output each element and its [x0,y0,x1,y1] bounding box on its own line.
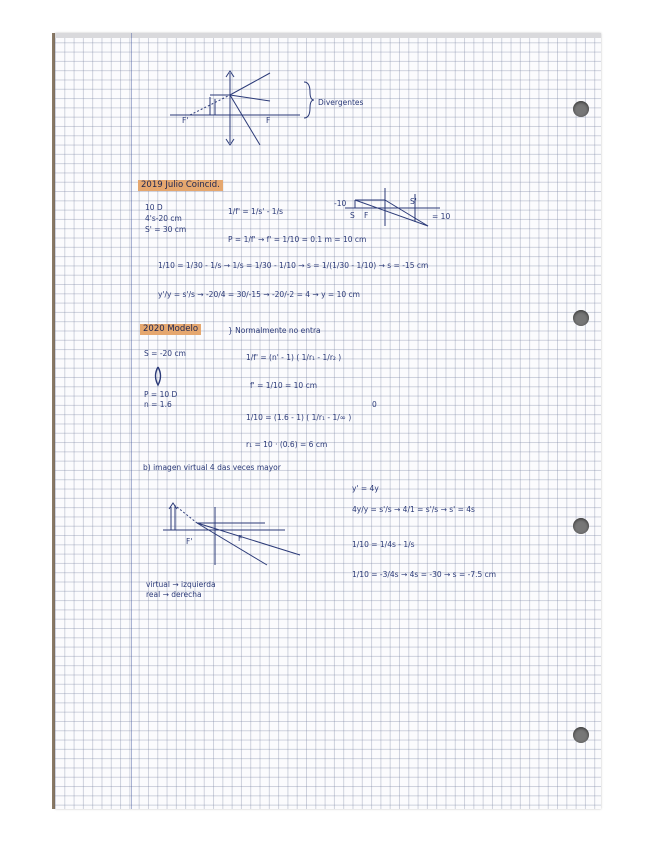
divergentes-label: Divergentes [318,98,364,107]
legend-real: real → derecha [146,590,202,599]
punch-hole [573,310,589,326]
ratio-eq: 4y/y = s'/s → 4/1 = s'/s → s' = 4s [352,505,475,514]
superscript-zero: 0 [372,400,377,409]
punch-hole [573,518,589,534]
lens-equation: 1/f' = 1/s' - 1/s [228,207,284,216]
diagram-left-label: -10 [334,199,347,208]
magnification-eq: y' = 4y [352,484,379,493]
diagram-s-label: S [350,211,355,220]
brace [302,80,314,120]
step-2: 1/10 = 1/30 - 1/s → 1/s = 1/30 - 1/10 → s = 1/(1/30 - 1/10) → s = -15 cm [158,261,429,270]
given-p: P = 10 D [144,390,178,399]
diagram-f-label: F [364,211,369,220]
diagram-sprime-label: S' [410,197,417,206]
section-note: } Normalmente no entra [228,326,321,335]
step-3: y'/y = s'/s → -20/4 = 30/-15 → -20/-2 = 4 → y = 10 cm [158,290,360,299]
lens-eq-b: 1/10 = 1/4s - 1/s [352,540,415,549]
radius-result: r₁ = 10 · (0.6) = 6 cm [246,440,328,449]
part-b-heading: b) imagen virtual 4 das veces mayor [143,463,281,472]
diverging-lens-diagram [160,65,310,155]
focal-label-b: F' [186,537,193,546]
punch-hole [573,727,589,743]
punch-hole [573,101,589,117]
section-title-2019: 2019 Julio Coincid. [138,180,223,191]
focal-label-right: F [266,116,271,125]
section-title-2020: 2020 Modelo [140,324,201,335]
legend-virtual: virtual → izquierda [146,580,216,589]
lensmaker-eq: 1/f' = (n' - 1) ( 1/r₁ - 1/r₂ ) [246,353,342,362]
focal-label-b-right: F [238,534,243,543]
substitution-eq: 1/10 = (1.6 - 1) ( 1/r₁ - 1/∞ ) [246,413,352,422]
given-s: S = -20 cm [144,349,186,358]
power-equation: P = 1/f' → f' = 1/10 = 0.1 m = 10 cm [228,235,367,244]
diagram-right-label: = 10 [432,212,451,221]
given-n: n = 1.6 [144,400,172,409]
virtual-image-diagram [155,495,305,570]
focal-eq: f' = 1/10 = 10 cm [250,381,318,390]
result-eq-b: 1/10 = -3/4s → 4s = -30 → s = -7.5 cm [352,570,497,579]
margin-line [131,33,132,809]
given-line-2: 4's-20 cm [145,214,182,223]
lens-shape [152,365,164,387]
given-line-1: 10 D [145,203,163,212]
given-line-3: S' = 30 cm [145,225,187,234]
focal-label-left: F' [182,116,189,125]
